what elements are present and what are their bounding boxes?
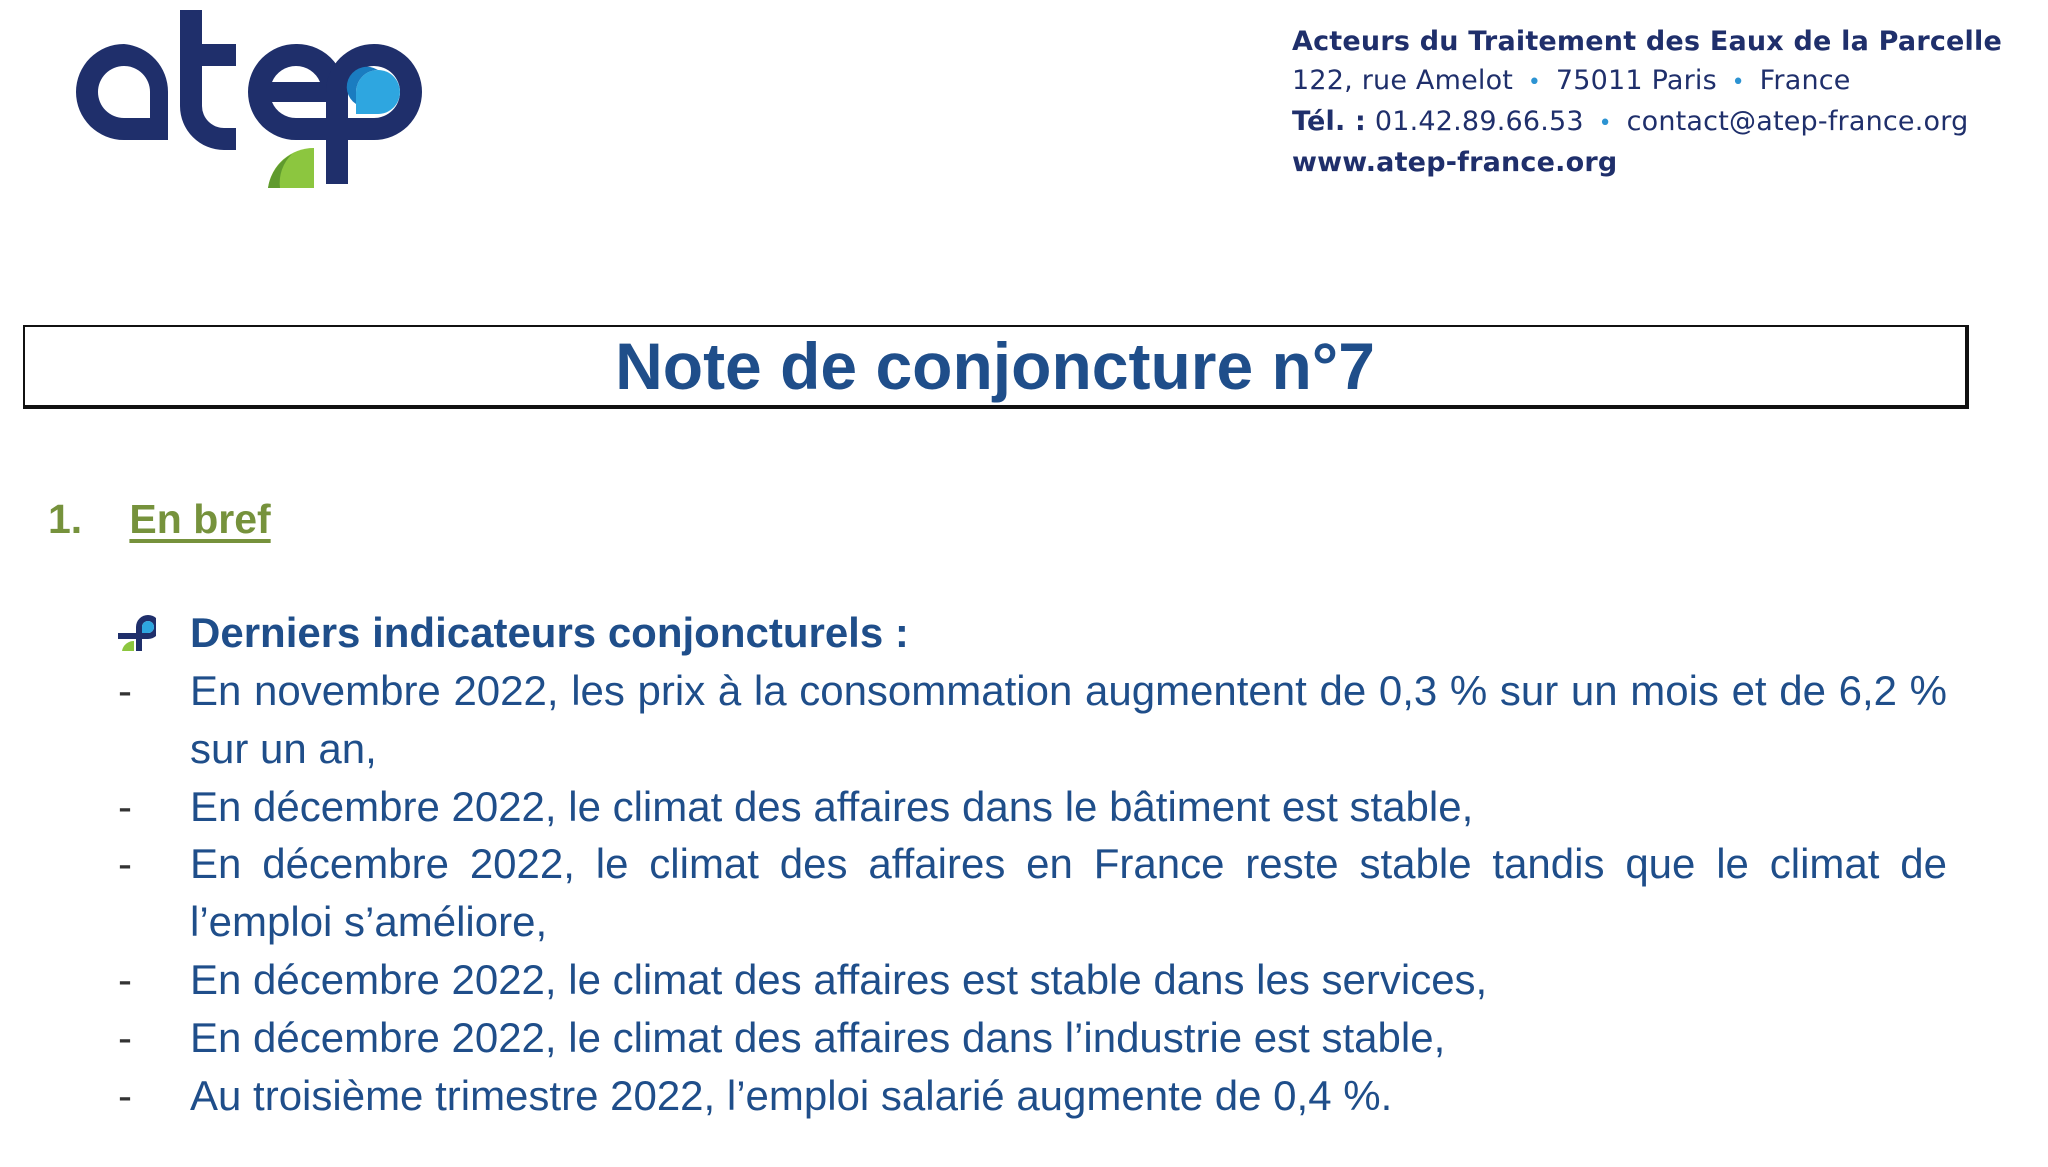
title-box — [23, 325, 1969, 409]
list-item-text: En décembre 2022, le climat des affaires dans l’industrie est stable, — [190, 1013, 1446, 1061]
website-link[interactable]: www.atep-france.org — [1292, 147, 1618, 178]
atep-logo — [44, 4, 424, 194]
list-item-text: En décembre 2022, le climat des affaires dans le bâtiment est stable, — [190, 782, 1474, 830]
bullet-separator-icon: • — [1527, 70, 1542, 95]
org-contact — [1292, 102, 2002, 143]
tel-label: Tél. : — [1292, 106, 1367, 137]
email-link[interactable]: contact@atep-france.org — [1626, 106, 1969, 137]
section-number: 1. — [48, 496, 83, 542]
dash-bullet-icon: - — [118, 667, 132, 714]
section-heading — [48, 494, 271, 544]
section-title: En bref — [129, 496, 271, 542]
list-item — [112, 778, 1947, 836]
org-name: Acteurs du Traitement des Eaux de la Parcelle — [1292, 26, 2002, 57]
dash-bullet-icon: - — [118, 840, 132, 888]
list-item-text: En décembre 2022, le climat des affaires en France reste stable tandis que le climat de l’emploi s’améliore, — [190, 840, 1947, 946]
list-item — [112, 1009, 1947, 1067]
list-item-text: En décembre 2022, le climat des affaires est stable dans les services, — [190, 955, 1488, 1003]
bullet-separator-icon: • — [1731, 70, 1745, 95]
dash-bullet-icon: - — [118, 1071, 132, 1119]
tel-number: 01.42.89.66.53 — [1374, 106, 1584, 137]
organization-info — [1292, 22, 2002, 182]
address-street: 122, rue Amelot — [1292, 65, 1514, 96]
dash-bullet-icon: - — [118, 955, 132, 1003]
address-city: 75011 Paris — [1555, 65, 1717, 96]
page-title: Note de conjoncture n°7 — [615, 329, 1375, 403]
list-item — [112, 1067, 1947, 1125]
address-country: France — [1759, 65, 1851, 96]
list-item — [112, 835, 1947, 951]
indicators-section — [112, 608, 1947, 1124]
indicators-list — [112, 662, 1947, 1124]
org-address — [1292, 61, 2002, 102]
list-item-text: Au troisième trimestre 2022, l’emploi salarié augmente de 0,4 %. — [190, 1071, 1393, 1119]
list-item-text: En novembre 2022, les prix à la consommation augmentent de 0,3 % sur un mois et de 6,2 % sur un an, — [190, 667, 1947, 772]
bullet-separator-icon: • — [1598, 111, 1612, 136]
indicators-heading-text: Derniers indicateurs conjoncturels : — [190, 609, 909, 656]
indicators-heading — [112, 608, 1947, 658]
list-item — [112, 951, 1947, 1009]
atep-logo-icon — [44, 4, 424, 194]
dash-bullet-icon: - — [118, 782, 132, 830]
list-item — [112, 662, 1947, 778]
dash-bullet-icon: - — [118, 1013, 132, 1061]
atep-bullet-icon — [116, 613, 156, 653]
